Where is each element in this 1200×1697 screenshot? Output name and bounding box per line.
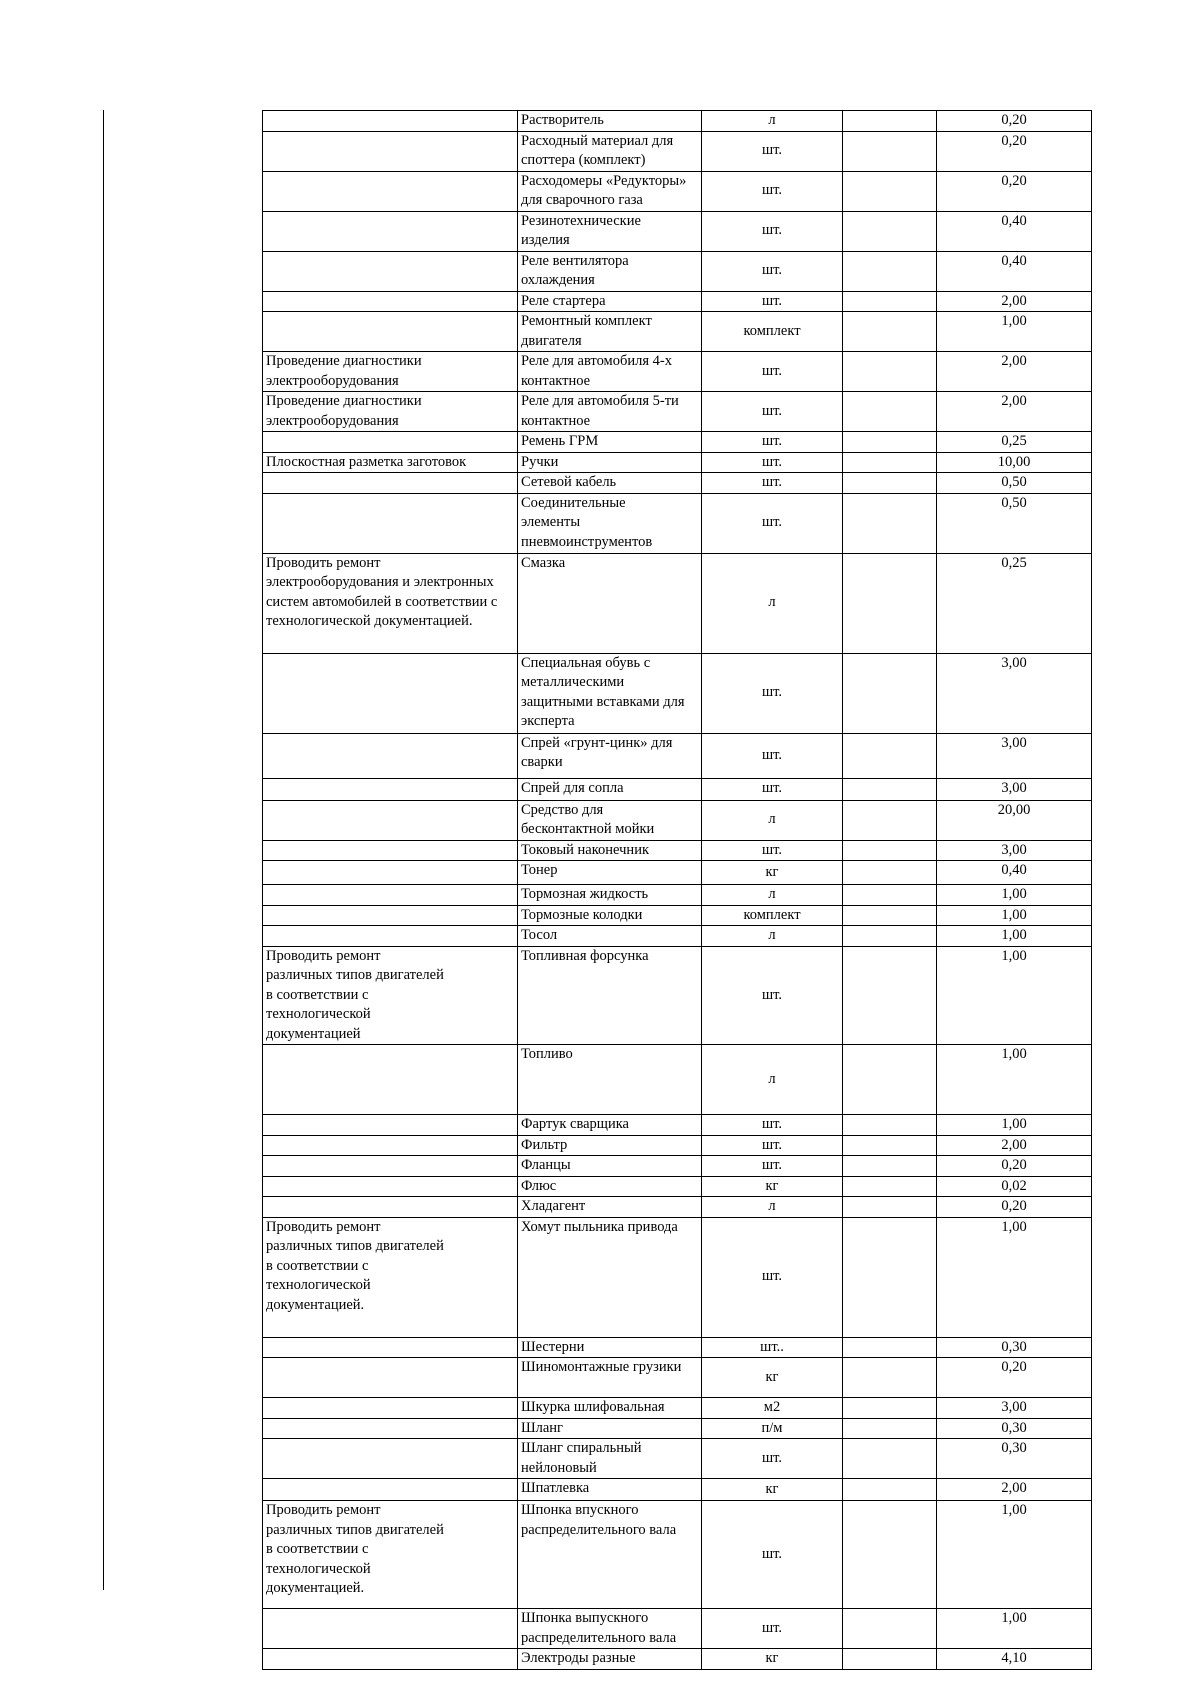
item-name-cell: Тонер: [518, 861, 702, 885]
activity-cell: [263, 778, 518, 800]
table-row: [263, 733, 1092, 778]
table-row: [263, 392, 1092, 432]
page-margin-rule: [103, 110, 104, 1590]
unit-cell: кг: [702, 1176, 843, 1197]
table-row: [263, 251, 1092, 291]
activity-cell: [263, 926, 518, 947]
quantity-cell: 10,00: [937, 452, 1092, 473]
item-name-cell: Ручки: [518, 452, 702, 473]
empty-cell: [843, 493, 937, 553]
activity-cell: [263, 1135, 518, 1156]
activity-cell: [263, 131, 518, 171]
unit-cell: шт.: [702, 1135, 843, 1156]
quantity-cell: 0,40: [937, 861, 1092, 885]
unit-cell: шт.: [702, 1501, 843, 1609]
activity-cell: [263, 111, 518, 132]
item-name-cell: Фартук сварщика: [518, 1115, 702, 1136]
unit-cell: шт.: [702, 473, 843, 494]
activity-cell: Проведение диагностики электрооборудования: [263, 392, 518, 432]
table-row: [263, 1479, 1092, 1501]
item-name-cell: Топливо: [518, 1045, 702, 1115]
activity-cell: [263, 171, 518, 211]
quantity-cell: 2,00: [937, 1479, 1092, 1501]
activity-cell: [263, 1045, 518, 1115]
activity-cell: Проведение диагностики электрооборудования: [263, 352, 518, 392]
empty-cell: [843, 1439, 937, 1479]
unit-cell: шт.: [702, 1609, 843, 1649]
item-name-cell: Топливная форсунка: [518, 946, 702, 1045]
item-name-cell: Специальная обувь с металлическими защитными вставками для эксперта: [518, 653, 702, 733]
table-row: [263, 1398, 1092, 1419]
activity-cell: [263, 1418, 518, 1439]
item-name-cell: Тосол: [518, 926, 702, 947]
empty-cell: [843, 352, 937, 392]
unit-cell: шт.: [702, 452, 843, 473]
item-name-cell: Ремень ГРМ: [518, 432, 702, 453]
table-row: [263, 1358, 1092, 1398]
unit-cell: шт.: [702, 653, 843, 733]
empty-cell: [843, 432, 937, 453]
table-row: [263, 473, 1092, 494]
quantity-cell: 20,00: [937, 800, 1092, 840]
table-row: [263, 1045, 1092, 1115]
table-row: [263, 291, 1092, 312]
empty-cell: [843, 1156, 937, 1177]
item-name-cell: Реле для автомобиля 4-х контактное: [518, 352, 702, 392]
quantity-cell: 0,20: [937, 111, 1092, 132]
unit-cell: кг: [702, 1649, 843, 1670]
table-row: [263, 1649, 1092, 1670]
unit-cell: шт.: [702, 171, 843, 211]
table-row: [263, 493, 1092, 553]
empty-cell: [843, 1479, 937, 1501]
unit-cell: шт.: [702, 251, 843, 291]
empty-cell: [843, 1337, 937, 1358]
unit-cell: шт.: [702, 1217, 843, 1337]
unit-cell: шт.: [702, 1156, 843, 1177]
activity-cell: Плоскостная разметка заготовок: [263, 452, 518, 473]
activity-cell: [263, 1197, 518, 1218]
quantity-cell: 0,30: [937, 1439, 1092, 1479]
quantity-cell: 3,00: [937, 840, 1092, 861]
activity-cell: [263, 885, 518, 906]
quantity-cell: 4,10: [937, 1649, 1092, 1670]
materials-table-body: [263, 111, 1092, 1670]
quantity-cell: 0,02: [937, 1176, 1092, 1197]
activity-cell: [263, 1609, 518, 1649]
quantity-cell: 0,40: [937, 251, 1092, 291]
empty-cell: [843, 1045, 937, 1115]
empty-cell: [843, 653, 937, 733]
activity-cell: [263, 1115, 518, 1136]
item-name-cell: Ремонтный комплект двигателя: [518, 312, 702, 352]
quantity-cell: 0,50: [937, 473, 1092, 494]
quantity-cell: 0,30: [937, 1418, 1092, 1439]
item-name-cell: Шпонка впускного распределительного вала: [518, 1501, 702, 1609]
table-row: [263, 1501, 1092, 1609]
unit-cell: л: [702, 1045, 843, 1115]
empty-cell: [843, 1609, 937, 1649]
activity-cell: [263, 432, 518, 453]
empty-cell: [843, 861, 937, 885]
empty-cell: [843, 291, 937, 312]
empty-cell: [843, 946, 937, 1045]
unit-cell: шт.: [702, 392, 843, 432]
unit-cell: м2: [702, 1398, 843, 1419]
table-row: [263, 131, 1092, 171]
activity-cell: [263, 1479, 518, 1501]
quantity-cell: 0,20: [937, 1358, 1092, 1398]
item-name-cell: Тормозные колодки: [518, 905, 702, 926]
item-name-cell: Шкурка шлифовальная: [518, 1398, 702, 1419]
empty-cell: [843, 171, 937, 211]
activity-cell: Проводить ремонт различных типов двигателей в соответствии с технологической документацией: [263, 946, 518, 1045]
empty-cell: [843, 1358, 937, 1398]
empty-cell: [843, 800, 937, 840]
unit-cell: шт.: [702, 211, 843, 251]
unit-cell: л: [702, 553, 843, 653]
quantity-cell: 3,00: [937, 733, 1092, 778]
empty-cell: [843, 1501, 937, 1609]
activity-cell: [263, 840, 518, 861]
activity-cell: [263, 1176, 518, 1197]
quantity-cell: 1,00: [937, 946, 1092, 1045]
quantity-cell: 1,00: [937, 885, 1092, 906]
quantity-cell: 1,00: [937, 312, 1092, 352]
quantity-cell: 1,00: [937, 1609, 1092, 1649]
activity-cell: Проводить ремонт электрооборудования и электронных систем автомобилей в соответствии с технологической документацией.: [263, 553, 518, 653]
table-row: [263, 1337, 1092, 1358]
item-name-cell: Шланг: [518, 1418, 702, 1439]
quantity-cell: 0,30: [937, 1337, 1092, 1358]
item-name-cell: Сетевой кабель: [518, 473, 702, 494]
empty-cell: [843, 1398, 937, 1419]
quantity-cell: 2,00: [937, 352, 1092, 392]
table-row: [263, 1135, 1092, 1156]
unit-cell: л: [702, 926, 843, 947]
item-name-cell: Шпатлевка: [518, 1479, 702, 1501]
unit-cell: кг: [702, 1479, 843, 1501]
empty-cell: [843, 1176, 937, 1197]
activity-cell: [263, 251, 518, 291]
item-name-cell: Шпонка выпускного распределительного вала: [518, 1609, 702, 1649]
table-row: [263, 171, 1092, 211]
empty-cell: [843, 840, 937, 861]
empty-cell: [843, 111, 937, 132]
empty-cell: [843, 885, 937, 906]
activity-cell: [263, 1156, 518, 1177]
quantity-cell: 2,00: [937, 291, 1092, 312]
quantity-cell: 0,20: [937, 131, 1092, 171]
empty-cell: [843, 778, 937, 800]
quantity-cell: 0,20: [937, 1197, 1092, 1218]
unit-cell: л: [702, 885, 843, 906]
empty-cell: [843, 392, 937, 432]
unit-cell: шт.: [702, 291, 843, 312]
empty-cell: [843, 1115, 937, 1136]
quantity-cell: 1,00: [937, 1217, 1092, 1337]
activity-cell: [263, 653, 518, 733]
unit-cell: л: [702, 1197, 843, 1218]
table-row: [263, 1156, 1092, 1177]
table-row: [263, 312, 1092, 352]
item-name-cell: Реле для автомобиля 5-ти контактное: [518, 392, 702, 432]
quantity-cell: 0,20: [937, 1156, 1092, 1177]
table-row: [263, 1115, 1092, 1136]
item-name-cell: Реле вентилятора охлаждения: [518, 251, 702, 291]
item-name-cell: Смазка: [518, 553, 702, 653]
table-row: [263, 778, 1092, 800]
unit-cell: шт.: [702, 733, 843, 778]
unit-cell: шт.: [702, 432, 843, 453]
item-name-cell: Фланцы: [518, 1156, 702, 1177]
empty-cell: [843, 1197, 937, 1218]
unit-cell: комплект: [702, 905, 843, 926]
quantity-cell: 1,00: [937, 1045, 1092, 1115]
quantity-cell: 2,00: [937, 392, 1092, 432]
item-name-cell: Средство для бесконтактной мойки: [518, 800, 702, 840]
table-row: [263, 1418, 1092, 1439]
empty-cell: [843, 251, 937, 291]
item-name-cell: Спрей для сопла: [518, 778, 702, 800]
table-row: [263, 1217, 1092, 1337]
empty-cell: [843, 553, 937, 653]
quantity-cell: 3,00: [937, 1398, 1092, 1419]
table-row: [263, 1439, 1092, 1479]
item-name-cell: Флюс: [518, 1176, 702, 1197]
quantity-cell: 0,20: [937, 171, 1092, 211]
quantity-cell: 0,50: [937, 493, 1092, 553]
item-name-cell: Хладагент: [518, 1197, 702, 1218]
activity-cell: [263, 861, 518, 885]
quantity-cell: 3,00: [937, 778, 1092, 800]
empty-cell: [843, 905, 937, 926]
activity-cell: [263, 800, 518, 840]
activity-cell: [263, 473, 518, 494]
item-name-cell: Растворитель: [518, 111, 702, 132]
activity-cell: [263, 493, 518, 553]
table-row: [263, 926, 1092, 947]
table-row: [263, 1176, 1092, 1197]
activity-cell: [263, 1439, 518, 1479]
activity-cell: Проводить ремонт различных типов двигателей в соответствии с технологической документацией.: [263, 1501, 518, 1609]
empty-cell: [843, 926, 937, 947]
table-row: [263, 432, 1092, 453]
table-row: [263, 452, 1092, 473]
empty-cell: [843, 473, 937, 494]
table-row: [263, 946, 1092, 1045]
activity-cell: [263, 733, 518, 778]
item-name-cell: Электроды разные: [518, 1649, 702, 1670]
unit-cell: шт.: [702, 840, 843, 861]
quantity-cell: 0,25: [937, 432, 1092, 453]
item-name-cell: Реле стартера: [518, 291, 702, 312]
item-name-cell: Соединительные элементы пневмоинструментов: [518, 493, 702, 553]
activity-cell: Проводить ремонт различных типов двигателей в соответствии с технологической документацией.: [263, 1217, 518, 1337]
unit-cell: шт.: [702, 352, 843, 392]
materials-table: [262, 110, 1092, 1670]
empty-cell: [843, 211, 937, 251]
table-row: [263, 111, 1092, 132]
item-name-cell: Шланг спиральный нейлоновый: [518, 1439, 702, 1479]
table-row: [263, 653, 1092, 733]
empty-cell: [843, 452, 937, 473]
item-name-cell: Спрей «грунт-цинк» для сварки: [518, 733, 702, 778]
item-name-cell: Фильтр: [518, 1135, 702, 1156]
unit-cell: шт.: [702, 946, 843, 1045]
quantity-cell: 2,00: [937, 1135, 1092, 1156]
item-name-cell: Токовый наконечник: [518, 840, 702, 861]
quantity-cell: 1,00: [937, 1501, 1092, 1609]
item-name-cell: Шестерни: [518, 1337, 702, 1358]
activity-cell: [263, 1649, 518, 1670]
table-row: [263, 352, 1092, 392]
unit-cell: л: [702, 800, 843, 840]
empty-cell: [843, 1135, 937, 1156]
activity-cell: [263, 291, 518, 312]
table-row: [263, 211, 1092, 251]
table-row: [263, 840, 1092, 861]
quantity-cell: 1,00: [937, 905, 1092, 926]
empty-cell: [843, 131, 937, 171]
quantity-cell: 0,25: [937, 553, 1092, 653]
activity-cell: [263, 1358, 518, 1398]
unit-cell: шт..: [702, 1337, 843, 1358]
unit-cell: шт.: [702, 493, 843, 553]
unit-cell: шт.: [702, 1115, 843, 1136]
unit-cell: л: [702, 111, 843, 132]
activity-cell: [263, 1398, 518, 1419]
activity-cell: [263, 1337, 518, 1358]
activity-cell: [263, 211, 518, 251]
quantity-cell: 3,00: [937, 653, 1092, 733]
table-row: [263, 1197, 1092, 1218]
quantity-cell: 1,00: [937, 1115, 1092, 1136]
item-name-cell: Расходный материал для споттера (комплект): [518, 131, 702, 171]
table-row: [263, 905, 1092, 926]
unit-cell: кг: [702, 1358, 843, 1398]
table-row: [263, 553, 1092, 653]
unit-cell: п/м: [702, 1418, 843, 1439]
unit-cell: кг: [702, 861, 843, 885]
item-name-cell: Тормозная жидкость: [518, 885, 702, 906]
item-name-cell: Хомут пыльника привода: [518, 1217, 702, 1337]
activity-cell: [263, 905, 518, 926]
table-row: [263, 861, 1092, 885]
quantity-cell: 0,40: [937, 211, 1092, 251]
quantity-cell: 1,00: [937, 926, 1092, 947]
item-name-cell: Резинотехнические изделия: [518, 211, 702, 251]
empty-cell: [843, 312, 937, 352]
unit-cell: комплект: [702, 312, 843, 352]
empty-cell: [843, 1418, 937, 1439]
activity-cell: [263, 312, 518, 352]
table-row: [263, 800, 1092, 840]
unit-cell: шт.: [702, 778, 843, 800]
empty-cell: [843, 1649, 937, 1670]
table-row: [263, 1609, 1092, 1649]
unit-cell: шт.: [702, 1439, 843, 1479]
item-name-cell: Расходомеры «Редукторы» для сварочного газа: [518, 171, 702, 211]
unit-cell: шт.: [702, 131, 843, 171]
table-row: [263, 885, 1092, 906]
empty-cell: [843, 733, 937, 778]
item-name-cell: Шиномонтажные грузики: [518, 1358, 702, 1398]
empty-cell: [843, 1217, 937, 1337]
